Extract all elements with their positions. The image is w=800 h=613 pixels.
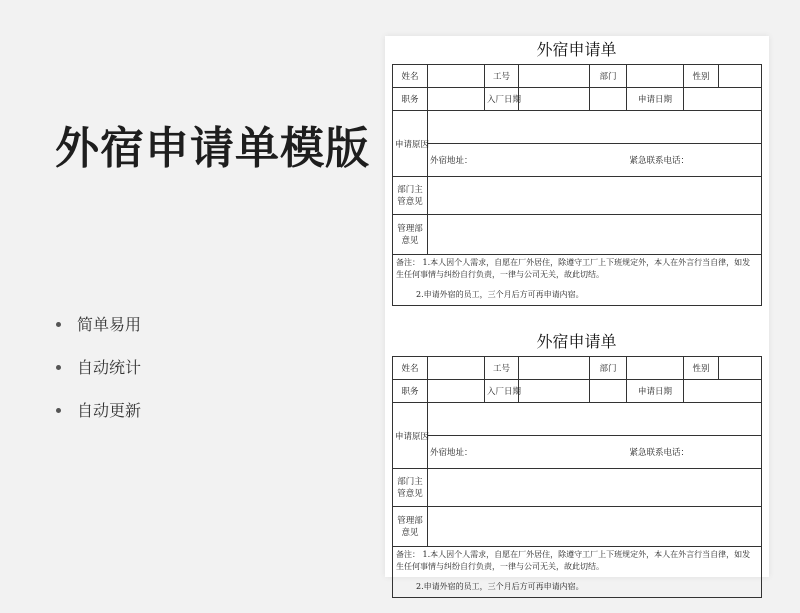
address-row[interactable]	[428, 436, 762, 469]
feature-item	[52, 398, 141, 441]
reason-field[interactable]	[428, 403, 762, 436]
mgmt-opinion-field[interactable]	[428, 507, 762, 547]
department-field[interactable]	[627, 357, 684, 380]
address-row[interactable]	[428, 144, 762, 177]
name-label: 姓名	[393, 357, 428, 380]
page-title: 外宿申请单模版	[55, 123, 370, 174]
department-label: 部门	[590, 65, 627, 88]
notes-line-1: 备注： 1.本人因个人需求，自愿在厂外居住，除遵守工厂上下班规定外，本人在外言行当自律，如发生任何事情与纠纷自行负责，一律与公司无关，故此切结。	[396, 258, 751, 279]
gender-label: 性别	[684, 65, 719, 88]
mgmt-opinion-field[interactable]	[428, 215, 762, 255]
form-title: 外宿申请单	[536, 40, 617, 59]
emergency-label: 紧急联系电话：	[629, 156, 689, 166]
position-field[interactable]	[428, 88, 485, 111]
apply-date-field[interactable]	[684, 380, 762, 403]
form-title: 外宿申请单	[536, 332, 617, 351]
apply-date-field[interactable]	[684, 88, 762, 111]
apply-date-label: 申请日期	[627, 88, 684, 111]
employee-id-label: 工号	[485, 65, 519, 88]
form-preview-sheet	[385, 36, 769, 591]
bullet-icon	[56, 322, 61, 327]
feature-label: 自动更新	[77, 401, 142, 420]
join-date-field[interactable]	[519, 88, 590, 111]
reason-label: 申请原因	[393, 403, 428, 469]
apply-date-label: 申请日期	[627, 380, 684, 403]
position-label: 职务	[393, 380, 428, 403]
reason-field[interactable]	[428, 111, 762, 144]
blank-cell	[590, 88, 627, 111]
employee-id-field[interactable]	[519, 65, 590, 88]
employee-id-field[interactable]	[519, 357, 590, 380]
address-label: 外宿地址：	[430, 448, 473, 458]
application-form	[392, 36, 761, 306]
gender-field[interactable]	[719, 65, 762, 88]
feature-item	[52, 355, 141, 398]
reason-label: 申请原因	[393, 111, 428, 177]
address-label: 外宿地址：	[430, 156, 473, 166]
feature-item	[52, 312, 141, 355]
notes-line-2: 2.申请外宿的员工，三个月后方可再申请内宿。	[416, 290, 584, 299]
blank-cell	[590, 380, 627, 403]
form-table	[392, 356, 762, 598]
gender-label: 性别	[684, 357, 719, 380]
dept-opinion-field[interactable]	[428, 469, 762, 507]
notes-cell	[393, 547, 762, 598]
gender-field[interactable]	[719, 357, 762, 380]
mgmt-opinion-label: 管理部意见	[393, 507, 428, 547]
notes-cell	[393, 255, 762, 306]
dept-opinion-label: 部门主管意见	[393, 177, 428, 215]
bullet-icon	[56, 365, 61, 370]
feature-label: 自动统计	[77, 358, 142, 377]
department-label: 部门	[590, 357, 627, 380]
bullet-icon	[56, 408, 61, 413]
feature-label: 简单易用	[77, 315, 142, 334]
join-date-label: 入厂日期	[485, 88, 519, 111]
name-field[interactable]	[428, 65, 485, 88]
emergency-label: 紧急联系电话：	[629, 448, 689, 458]
mgmt-opinion-label: 管理部意见	[393, 215, 428, 255]
position-field[interactable]	[428, 380, 485, 403]
dept-opinion-field[interactable]	[428, 177, 762, 215]
notes-line-2: 2.申请外宿的员工，三个月后方可再申请内宿。	[416, 582, 584, 591]
form-table	[392, 64, 762, 306]
feature-list	[52, 312, 141, 441]
application-form	[392, 328, 761, 598]
dept-opinion-label: 部门主管意见	[393, 469, 428, 507]
notes-line-1: 备注： 1.本人因个人需求，自愿在厂外居住，除遵守工厂上下班规定外，本人在外言行当自律，如发生任何事情与纠纷自行负责，一律与公司无关，故此切结。	[396, 550, 751, 571]
position-label: 职务	[393, 88, 428, 111]
name-field[interactable]	[428, 357, 485, 380]
department-field[interactable]	[627, 65, 684, 88]
join-date-field[interactable]	[519, 380, 590, 403]
join-date-label: 入厂日期	[485, 380, 519, 403]
employee-id-label: 工号	[485, 357, 519, 380]
name-label: 姓名	[393, 65, 428, 88]
